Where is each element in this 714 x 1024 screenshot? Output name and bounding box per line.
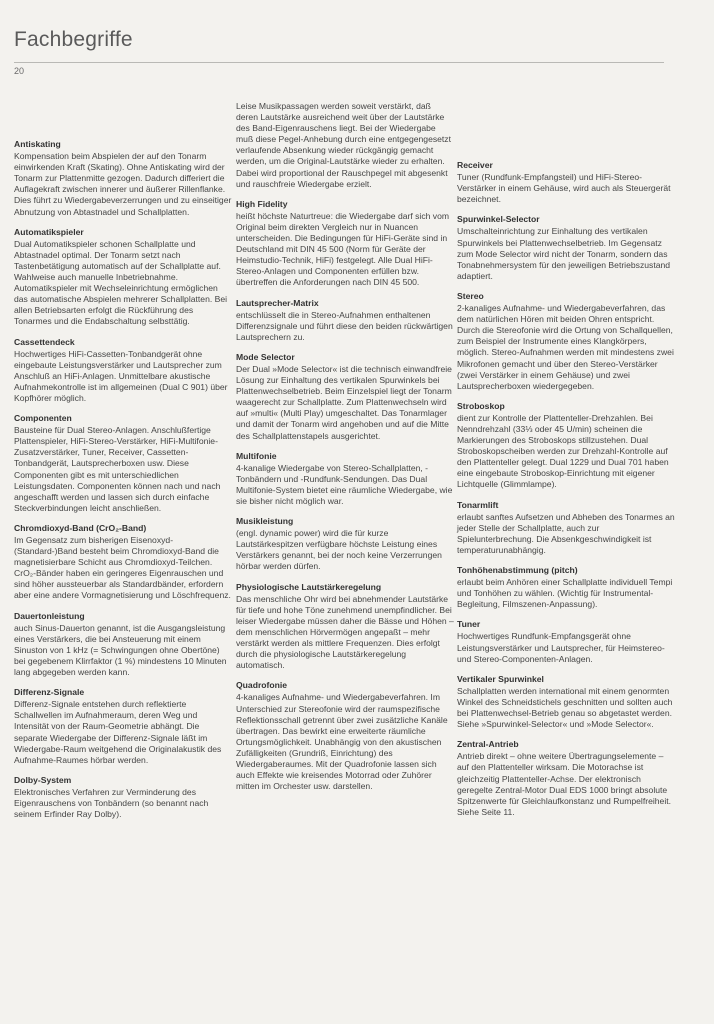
glossary-entry [14,775,232,820]
glossary-definition: Bausteine für Dual Stereo-Anlagen. Anschlußfertige Plattenspieler, HiFi-Stereo-Verstärker, HiFi-Multifonie-Zusatzverstärker, Tuner, Receiver, Cassetten-Tonbandgerät, Lautsprecherboxen usw. Diese Componenten gibt es mit unterschiedlichen Leistungsdaten. Componenten können nach und nach angeschafft werden und lassen sich durch einfache Steckverbindungen leicht anschließen. [14,425,221,513]
glossary-entry [457,291,675,392]
page-title: Fachbegriffe [14,28,133,52]
glossary-entry [236,451,454,507]
glossary-entry [457,674,675,730]
glossary-term: Tonarmlift [457,499,499,510]
glossary-term: Cassettendeck [14,336,75,347]
glossary-definition: heißt höchste Naturtreue: die Wiedergabe darf sich vom Original beim direkten Vergleich nur in Nuancen unterscheiden. Die Bedingungen für HiFi-Geräte sind in Deutschland mit DIN 45 500 (Norm für Geräte der Heimstudio-Technik, HiFi) festgelegt. Alle Dual HiFi-Stereo-Anlagen und Componenten erfüllen bzw. übertreffen die Anforderungen nach DIN 45 500. [236,210,450,288]
glossary-entry [14,413,232,514]
glossary-definition: 4-kanaliges Aufnahme- und Wiedergabeverfahren. Im Unterschied zur Stereofonie wird der raumspezifische Reflektionsschall getrennt über zwei zusätzliche Kanäle übertragen. Das bewirkt eine erweiterte räumliche Ortungsmöglichkeit. Unabhängig von den akustischen Zufälligkeiten (Grundriß, Einrichtung) des Wiedergaberaumes. Mit der Quadrofonie lassen sich auch Effekte wie kreisendes Motorrad oder Zuhörer mitten im Orchester usw. darstellen. [236,692,448,792]
header-divider [14,62,664,63]
glossary-definition: Antrieb direkt – ohne weitere Übertragungselemente – auf den Plattenteller wirksam. Die Motorachse ist gleichzeitig Plattenteller-Achse. Der elektronisch geregelte Zentral-Motor Dual EDS 1000 bringt absolute Spitzenwerte für Gleichlaufkonstanz und Rumpelfreiheit. Siehe Seite 11. [457,751,672,817]
glossary-term: Chromdioxyd-Band (CrO₂-Band) [14,522,147,533]
glossary-term: Antiskating [14,139,61,149]
glossary-definition: Hochwertiges Rundfunk-Empfangsgerät ohne Leistungsverstärker und Lautsprecher, für Heimstereo- und Stereo-Componenten-Anlagen. [457,631,665,664]
glossary-term: Vertikaler Spurwinkel [457,673,544,684]
glossary-term: Mode Selector [236,351,295,362]
glossary-term: Musikleistung [236,516,294,527]
glossary-term: Dolby-System [14,774,72,785]
glossary-entry [236,352,454,442]
glossary-entry [457,500,675,556]
glossary-definition: Dual Automatikspieler schonen Schallplatte und Abtastnadel optimal. Der Tonarm setzt nach Tastenbetätigung automatisch auf der Schallplatte auf. Wahlweise auch manuelle Inbetriebnahme. Automatikspieler mit Wechseleinrichtung ermöglichen das automatische Abspielen mehrerer Schallplatten. Bei allen Betriebsarten erfolgt die Rückführung des Tonarmes und die Endabschaltung selbsttätig. [14,238,228,327]
glossary-definition: Hochwertiges HiFi-Cassetten-Tonbandgerät ohne eingebaute Leistungsverstärker und Lautsprecher zum Anschluß an HiFi-Anlagen. Unmittelbare akustische Aufnahmekontrolle ist im allgemeinen (Dual C 901) über Kopfhörer möglich. [14,348,228,403]
glossary-entry [14,139,232,218]
glossary-definition: Kompensation beim Abspielen der auf den Tonarm einwirkenden Kraft (Skating). Ohne Antiskating wird der Tonarm zur Plattenmitte gezogen. Dadurch differiert die Auflagekraft zwischen innerer und äußerer Rillenflanke. Dies führt zu Wiedergabeverzerrungen und zu einseitiger Abnutzung von Abtastnadel und Schallplatten. [14,151,232,217]
glossary-term: Physiologische Lautstärkeregelung [236,581,382,592]
glossary-definition: (engl. dynamic power) wird die für kurze Lautstärkespitzen verfügbare höchste Leistung eines Verstärkers genannt, bei der noch keine Verzerrungen hörbar werden dürfen. [236,528,442,572]
glossary-term: Dauertonleistung [14,610,85,621]
glossary-entry [236,680,454,792]
glossary-entry [457,401,675,491]
glossary-entry [457,565,675,610]
glossary-definition: Schallplatten werden international mit einem genormten Winkel des Schneidstichels geschnitten und sollten auch bei Plattenwechsel-Betrieb genau so abgetastet werden. Siehe »Spurwinkel-Selector« und »Mode Selector«. [457,685,673,730]
glossary-definition: 4-kanalige Wiedergabe von Stereo-Schallplatten, -Tonbändern und -Rundfunk-Sendungen. Das Dual Multifonie-System bietet eine räumliche Wiedergabe, wie sie bisher nicht möglich war. [236,462,453,506]
glossary-entry [236,199,454,289]
glossary-entry [457,214,675,282]
glossary-definition: Differenz-Signale entstehen durch reflektierte Schallwellen im Aufnahmeraum, deren Weg und Intensität von der Raum-Geometrie abhängt. Die separate Wiedergabe der Differenz-Signale läßt im Wiedergabe-Raum weitgehend die Originalakustik des Aufnahme-Raumes hörbar werden. [14,699,222,765]
glossary-entry [236,516,454,572]
glossary-term: Stereo [457,290,484,301]
glossary-column-3 [457,160,675,827]
glossary-entry [14,611,232,679]
glossary-term: Differenz-Signale [14,687,85,698]
glossary-definition: Der Dual »Mode Selector« ist die technisch einwandfreie Lösung zur Einhaltung des vertikalen Spurwinkels bei Plattenwechselbetrieb. Beim Einzelspiel liegt der Tonarm waagerecht zur Schallplatte. Zum Plattenwechseln wird auf »multi« (Multi Play) umgeschaltet. Das Tonarmlager und damit der Tonarm wird angehoben und auf die Mitte des Schallplattenstapels ausgerichtet. [236,363,452,441]
glossary-definition: Das menschliche Ohr wird bei abnehmender Lautstärke für tiefe und hohe Töne zunehmend unempfindlicher. Bei leiser Wiedergabe müssen daher die Bässe und Höhen – dem menschlichen Hörvermögen angepaßt – mehr verstärkt werden als mittlere Frequenzen. Dies erfolgt durch die physiologische Lautstärkeregelung automatisch. [236,593,454,671]
glossary-definition: auch Sinus-Dauerton genannt, ist die Ausgangsleistung eines Verstärkers, die bei Ansteuerung mit einem Sinuston von 1 kHz (= Schwingungen ohne Obertöne) bei gegebenem Klirrfaktor (1 %) mindestens 10 Minuten lang abgegeben werden kann. [14,622,227,678]
glossary-entry [457,739,675,818]
glossary-entry [236,298,454,343]
glossary-column-2 [236,101,454,801]
glossary-definition: Leise Musikpassagen werden soweit verstärkt, daß deren Lautstärke ausreichend weit über der Lautstärke des Band-Eigenrauschens liegt. Bei der Wiedergabe muß diese Pegel-Anhebung durch eine entgegengesetzt verlaufende Absenkung wieder rückgängig gemacht werden, um die Original-Lautstärke wieder zu erhalten. Dabei wird proportional der Rauschpegel mit abgesenkt und rauschfreie Wiedergabe erzielt. [236,101,451,189]
glossary-entry [14,687,232,766]
glossary-entry [14,337,232,405]
glossary-definition: entschlüsselt die in Stereo-Aufnahmen enthaltenen Differenzsignale und führt diese den beiden rückwärtigen Lautsprechern zu. [236,309,453,342]
glossary-term: Zentral-Antrieb [457,739,519,750]
glossary-term: Componenten [14,413,72,424]
glossary-definition: Umschalteinrichtung zur Einhaltung des vertikalen Spurwinkels bei Plattenwechselbetrieb. Im Gegensatz zum Mode Selector wird nicht der Tonarm, sondern das Tonabnehmersystem für den jeweiligen Betriebszustand adaptiert. [457,226,671,281]
glossary-term: Receiver [457,160,493,170]
glossary-definition: Im Gegensatz zum bisherigen Eisenoxyd-(Standard-)Band besteht beim Chromdioxyd-Band die magnetisierbare Schicht aus Chromdioxyd-Teilchen. CrO₂-Bänder haben ein geringeres Eigenrauschen und sind höher aussteuerbar als Standardbänder, erfordern aber eine andere Vormagnetisierung und Löschfrequenz. [14,535,231,601]
glossary-term: Stroboskop [457,400,505,411]
glossary-column-1 [14,139,232,829]
glossary-definition: Elektronisches Verfahren zur Verminderung des Eigenrauschens von Tonbändern (so benannt nach seinem Erfinder Ray Dolby). [14,786,209,820]
glossary-term: Multifonie [236,450,277,461]
glossary-definition: erlaubt sanftes Aufsetzen und Abheben des Tonarmes an jeder Stelle der Schallplatte, auch zur Spielunterbrechung. Die Absenkgeschwindigkeit ist temperaturunabhängig. [457,511,675,555]
glossary-term: Quadrofonie [236,680,288,691]
glossary-definition: 2-kanaliges Aufnahme- und Wiedergabeverfahren, das dem natürlichen Hören mit beiden Ohren entspricht. Durch die Stereofonie wird die Ortung von Schallquellen, zum Beispiel der Instrumente eines Klangkörpers, möglich. Stereo-Aufnahmen werden mit mindestens zwei Mikrofonen gemacht und über den Stereo-Verstärker (zwei Verstärker in einem Gehäuse) und zwei Lautsprecherboxen wiedergegeben. [457,303,674,391]
glossary-term: Tonhöhenabstimmung (pitch) [457,565,578,575]
glossary-entry [236,101,454,190]
glossary-definition: dient zur Kontrolle der Plattenteller-Drehzahlen. Bei Nenndrehzahl (33⅓ oder 45 U/min) scheinen die Markierungen des Stroboskops stillzustehen. Dual Stroboskopscheiben werden zur Drehzahl-Kontrolle auf den Plattenteller gelegt. Dual 1229 und Dual 701 haben eine eingebaute Stroboskop-Einrichtung mit eigener Lichtquelle (Glimmlampe). [457,412,669,490]
glossary-entry [14,227,232,328]
glossary-entry [457,160,675,205]
page-number: 20 [14,66,25,76]
glossary-definition: Tuner (Rundfunk-Empfangsteil) und HiFi-Stereo-Verstärker in einem Gehäuse, wird auch als Steuergerät bezeichnet. [457,172,671,205]
glossary-term: Automatikspieler [14,226,84,237]
glossary-entry [14,523,232,602]
glossary-term: High Fidelity [236,198,288,209]
glossary-entry [236,582,454,672]
glossary-entry [457,619,675,664]
glossary-term: Spurwinkel-Selector [457,214,540,225]
glossary-term: Lautsprecher-Matrix [236,297,319,308]
glossary-definition: erlaubt beim Anhören einer Schallplatte individuell Tempi und Tonhöhen zu wählen. (Wichtig für Instrumental-Begleitung, Filmszenen-Anpassung). [457,577,673,610]
glossary-term: Tuner [457,619,481,630]
